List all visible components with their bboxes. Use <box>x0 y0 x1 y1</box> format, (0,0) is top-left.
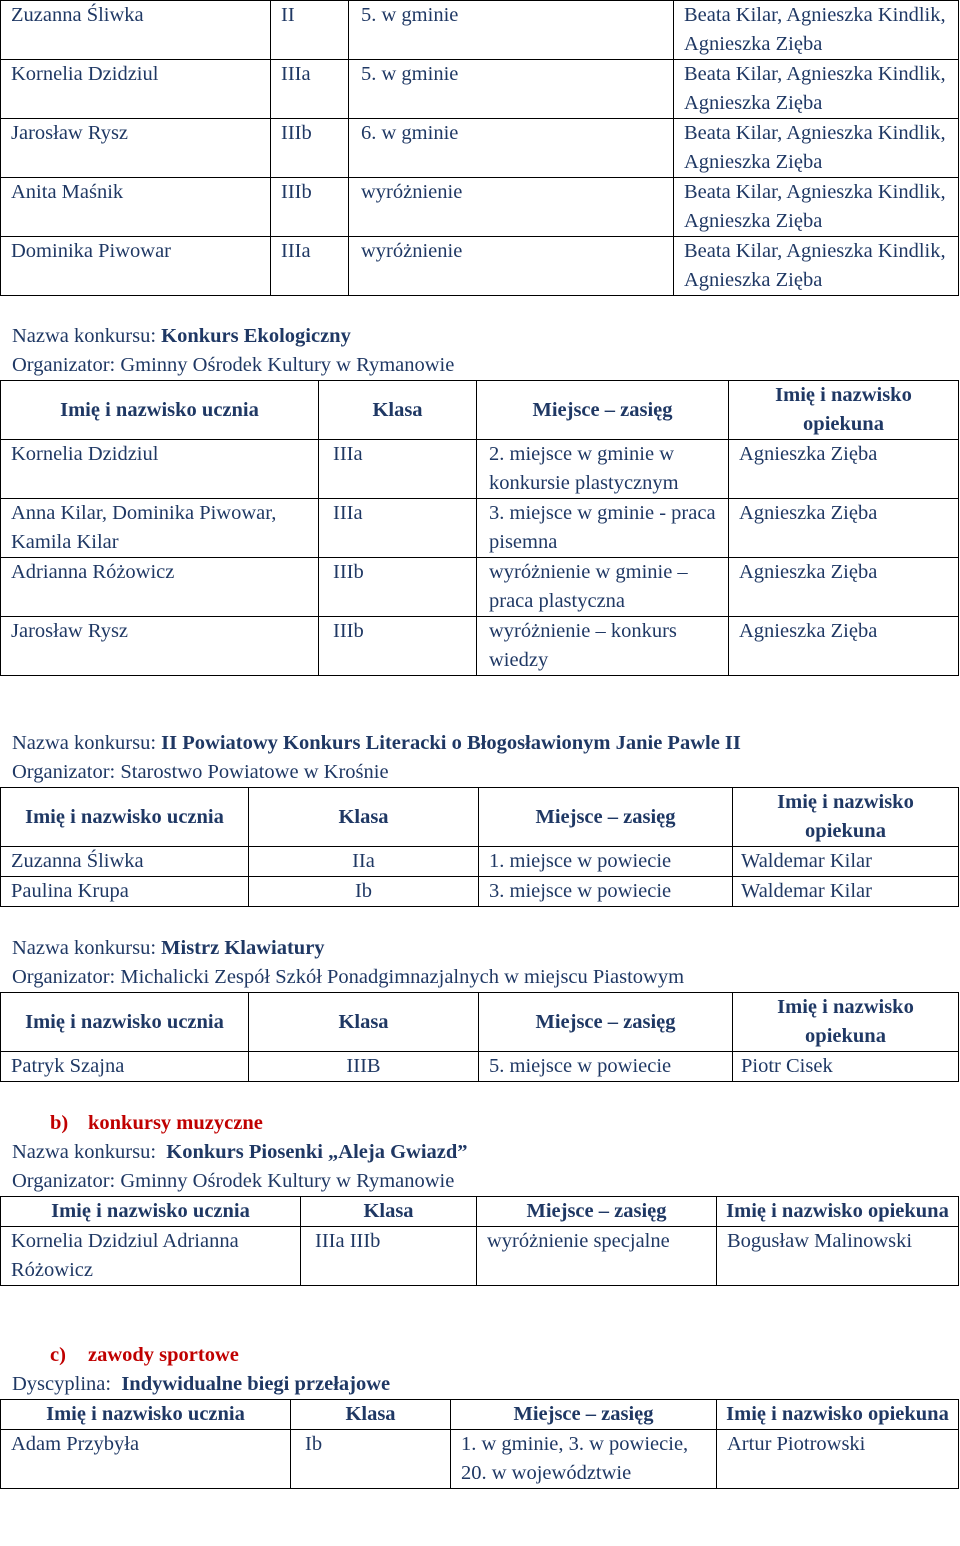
supervisor-cell: Beata Kilar, Agnieszka Kindlik, Agnieszka Zięba <box>674 60 959 119</box>
place-cell: 2. miejsce w gminie w konkursie plastycznym <box>477 440 729 499</box>
class-cell: IIIa IIIb <box>301 1227 477 1286</box>
student-name-cell: Adam Przybyła <box>1 1430 291 1489</box>
discipline-label: Dyscyplina: <box>12 1373 112 1395</box>
section-c <box>0 1341 958 1489</box>
table-row <box>1 440 959 499</box>
table-header-row <box>1 993 959 1052</box>
supervisor-cell: Waldemar Kilar <box>733 877 959 907</box>
supervisor-cell: Piotr Cisek <box>733 1052 959 1082</box>
table-row <box>1 237 959 296</box>
supervisor-cell: Beata Kilar, Agnieszka Kindlik, Agnieszka Zięba <box>674 178 959 237</box>
class-cell: IIIB <box>249 1052 479 1082</box>
supervisor-cell: Beata Kilar, Agnieszka Kindlik, Agnieszka Zięba <box>674 119 959 178</box>
organizer-name: Gminny Ośrodek Kultury w Rymanowie <box>120 1170 455 1192</box>
section-c-label: c) <box>50 1344 66 1366</box>
organizer-label: Organizator: <box>12 761 116 783</box>
organizer-label: Organizator: <box>12 354 116 376</box>
table-row <box>1 1052 959 1082</box>
place-cell: wyróżnienie w gminie – praca plastyczna <box>477 558 729 617</box>
class-cell: II <box>271 1 349 60</box>
place-cell: wyróżnienie <box>349 178 674 237</box>
header-uczen: Imię i nazwisko ucznia <box>1 993 249 1052</box>
supervisor-cell: Agnieszka Zięba <box>729 617 959 676</box>
header-uczen: Imię i nazwisko ucznia <box>1 788 249 847</box>
header-opiekun: Imię i nazwisko opiekuna <box>717 1197 959 1227</box>
discipline-name: Indywidualne biegi przełajowe <box>121 1373 391 1395</box>
header-opiekun: Imię i nazwisko opiekuna <box>733 993 959 1052</box>
header-uczen: Imię i nazwisko ucznia <box>1 1197 301 1227</box>
class-cell: IIIb <box>271 178 349 237</box>
organizer-line <box>0 963 958 992</box>
organizer-name: Starostwo Powiatowe w Krośnie <box>120 761 389 783</box>
supervisor-cell: Agnieszka Zięba <box>729 499 959 558</box>
student-name-cell: Patryk Szajna <box>1 1052 249 1082</box>
class-cell: Ib <box>291 1430 451 1489</box>
header-miejsce: Miejsce – zasięg <box>479 788 733 847</box>
class-cell: IIIb <box>271 119 349 178</box>
contest-literacki <box>0 729 958 907</box>
table-row <box>1 847 959 877</box>
table-row <box>1 499 959 558</box>
place-cell: 5. w gminie <box>349 1 674 60</box>
class-cell: IIIa <box>319 499 477 558</box>
class-cell: IIIa <box>271 237 349 296</box>
place-cell: 3. miejsce w gminie - praca pisemna <box>477 499 729 558</box>
discipline-line <box>0 1370 958 1399</box>
header-opiekun: Imię i nazwisko opiekuna <box>733 788 959 847</box>
contest-name-line <box>0 729 958 758</box>
organizer-line <box>0 758 958 787</box>
table-row <box>1 60 959 119</box>
supervisor-cell: Bogusław Malinowski <box>717 1227 959 1286</box>
class-cell: IIIb <box>319 617 477 676</box>
organizer-label: Organizator: <box>12 966 116 988</box>
organizer-name: Michalicki Zespół Szkół Ponadgimnazjalnych w miejscu Piastowym <box>120 966 685 988</box>
student-name-cell: Jarosław Rysz <box>1 617 319 676</box>
section-b-title: konkursy muzyczne <box>88 1112 263 1134</box>
contest-name-label: Nazwa konkursu: <box>12 937 157 959</box>
student-name-cell: Kornelia Dzidziul <box>1 440 319 499</box>
contest-name: Mistrz Klawiatury <box>161 937 325 959</box>
header-miejsce: Miejsce – zasięg <box>477 1197 717 1227</box>
header-opiekun: Imię i nazwisko opiekuna <box>729 381 959 440</box>
supervisor-cell: Beata Kilar, Agnieszka Kindlik, Agnieszka Zięba <box>674 237 959 296</box>
class-cell: Ib <box>249 877 479 907</box>
header-opiekun: Imię i nazwisko opiekuna <box>717 1400 959 1430</box>
section-b-label: b) <box>50 1112 69 1134</box>
student-name-cell: Dominika Piwowar <box>1 237 271 296</box>
header-klasa: Klasa <box>301 1197 477 1227</box>
results-table-continued <box>0 0 958 296</box>
header-uczen: Imię i nazwisko ucznia <box>1 381 319 440</box>
class-cell: IIIb <box>319 558 477 617</box>
table-row <box>1 617 959 676</box>
table-header-row <box>1 381 959 440</box>
student-name-cell: Anita Maśnik <box>1 178 271 237</box>
contest-name: Konkurs Piosenki „Aleja Gwiazd” <box>166 1141 468 1163</box>
table-row <box>1 1430 959 1489</box>
organizer-line <box>0 1167 958 1196</box>
student-name-cell: Adrianna Różowicz <box>1 558 319 617</box>
contest-name-line <box>0 934 958 963</box>
student-name-cell: Zuzanna Śliwka <box>1 1 271 60</box>
contest-name: Konkurs Ekologiczny <box>161 325 351 347</box>
header-miejsce: Miejsce – zasięg <box>477 381 729 440</box>
place-cell: 6. w gminie <box>349 119 674 178</box>
table-header-row <box>1 1197 959 1227</box>
table-header-row <box>1 1400 959 1430</box>
section-c-title: zawody sportowe <box>88 1344 239 1366</box>
section-c-heading <box>0 1341 958 1370</box>
header-klasa: Klasa <box>291 1400 451 1430</box>
contest-name-line <box>0 1138 958 1167</box>
student-name-cell: Paulina Krupa <box>1 877 249 907</box>
organizer-line <box>0 351 958 380</box>
header-klasa: Klasa <box>249 993 479 1052</box>
section-b <box>0 1109 958 1286</box>
place-cell: 1. miejsce w powiecie <box>479 847 733 877</box>
supervisor-cell: Waldemar Kilar <box>733 847 959 877</box>
contest-klawiatura <box>0 934 958 1082</box>
header-klasa: Klasa <box>249 788 479 847</box>
place-cell: 5. miejsce w powiecie <box>479 1052 733 1082</box>
place-cell: wyróżnienie <box>349 237 674 296</box>
table-row <box>1 558 959 617</box>
header-klasa: Klasa <box>319 381 477 440</box>
supervisor-cell: Agnieszka Zięba <box>729 558 959 617</box>
place-cell: 5. w gminie <box>349 60 674 119</box>
class-cell: IIIa <box>271 60 349 119</box>
contest-name-label: Nazwa konkursu: <box>12 1141 157 1163</box>
supervisor-cell: Beata Kilar, Agnieszka Kindlik, Agnieszka Zięba <box>674 1 959 60</box>
header-miejsce: Miejsce – zasięg <box>479 993 733 1052</box>
student-name-cell: Anna Kilar, Dominika Piwowar, Kamila Kilar <box>1 499 319 558</box>
table-row <box>1 877 959 907</box>
contest-name-line <box>0 322 958 351</box>
student-name-cell: Zuzanna Śliwka <box>1 847 249 877</box>
place-cell: wyróżnienie – konkurs wiedzy <box>477 617 729 676</box>
table-header-row <box>1 788 959 847</box>
student-name-cell: Kornelia Dzidziul Adrianna Różowicz <box>1 1227 301 1286</box>
section-b-heading <box>0 1109 958 1138</box>
table-row <box>1 1227 959 1286</box>
student-name-cell: Jarosław Rysz <box>1 119 271 178</box>
place-cell: 1. w gminie, 3. w powiecie, 20. w województwie <box>451 1430 717 1489</box>
student-name-cell: Kornelia Dzidziul <box>1 60 271 119</box>
contest-name-label: Nazwa konkursu: <box>12 732 157 754</box>
contest-name-label: Nazwa konkursu: <box>12 325 157 347</box>
supervisor-cell: Agnieszka Zięba <box>729 440 959 499</box>
header-uczen: Imię i nazwisko ucznia <box>1 1400 291 1430</box>
organizer-name: Gminny Ośrodek Kultury w Rymanowie <box>120 354 455 376</box>
table-row <box>1 178 959 237</box>
place-cell: 3. miejsce w powiecie <box>479 877 733 907</box>
class-cell: IIa <box>249 847 479 877</box>
place-cell: wyróżnienie specjalne <box>477 1227 717 1286</box>
class-cell: IIIa <box>319 440 477 499</box>
supervisor-cell: Artur Piotrowski <box>717 1430 959 1489</box>
contest-name: II Powiatowy Konkurs Literacki o Błogosławionym Janie Pawle II <box>161 732 741 754</box>
contest-ekologiczny <box>0 322 958 676</box>
organizer-label: Organizator: <box>12 1170 116 1192</box>
header-miejsce: Miejsce – zasięg <box>451 1400 717 1430</box>
table-row <box>1 119 959 178</box>
table-row <box>1 1 959 60</box>
